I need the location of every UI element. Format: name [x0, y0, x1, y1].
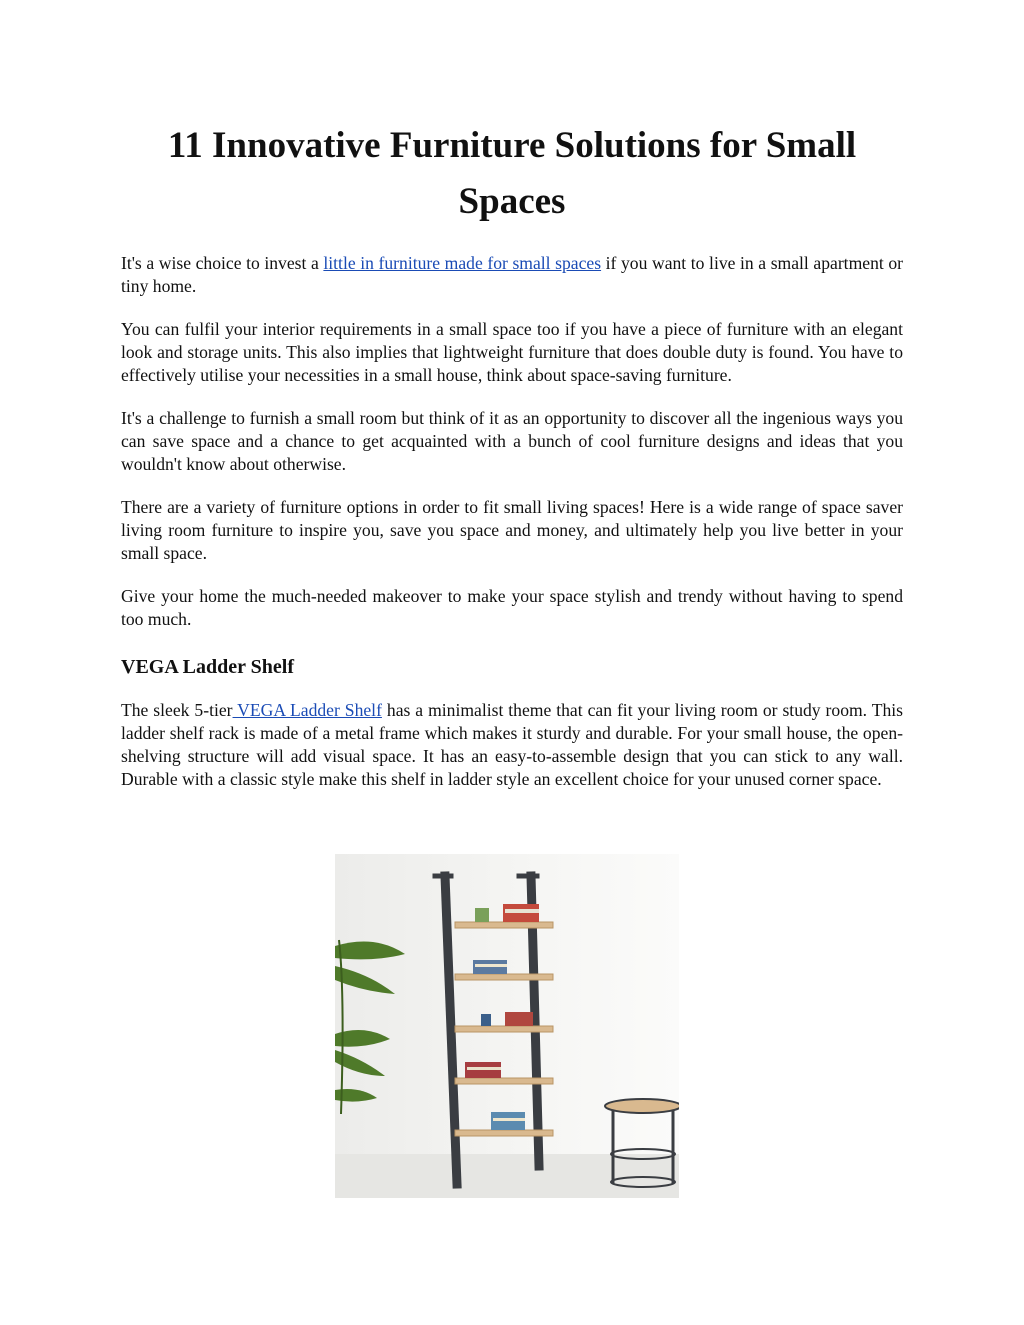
paragraph: It's a challenge to furnish a small room but think of it as an opportunity to discover all the ingenious ways you can save space and a chance to get acquainted with a bunch of cool furniture designs and ideas that you wouldn't know about otherwise. — [121, 408, 903, 474]
page-title: 11 Innovative Furniture Solutions for Small Spaces — [167, 125, 857, 222]
paragraph: Give your home the much-needed makeover to make your space stylish and trendy without having to spend too much. — [121, 586, 903, 629]
paragraph: You can fulfil your interior requirements in a small space too if you have a piece of furniture with an elegant look and storage units. This also implies that lightweight furniture that does double duty is found. You have to effectively utilise your necessities in a small house, think about space-saving furniture. — [121, 319, 903, 385]
intro-text-before: It's a wise choice to invest a — [121, 253, 324, 273]
intro-paragraph — [121, 252, 903, 298]
product-text-after: has a minimalist theme that can fit your living room or study room. This ladder shelf rack is made of a metal frame which makes it sturdy and durable. For your small house, the open-shelving structure will add visual space. It has an easy-to-assemble design that you can stick to any wall. Durable with a classic style make this shelf in ladder style an excellent choice for your unused corner space. — [121, 700, 903, 789]
product-image — [335, 854, 679, 1198]
section-heading: VEGA Ladder Shelf — [121, 656, 294, 678]
intro-text-after: if you want to live in a small apartment or tiny home. — [121, 253, 903, 296]
product-text-before: The sleek 5-tier — [121, 700, 233, 720]
ladder-shelf-photo — [335, 854, 679, 1198]
vega-ladder-shelf-link[interactable]: VEGA Ladder Shelf — [232, 700, 382, 720]
product-paragraph — [121, 699, 903, 791]
small-spaces-link[interactable]: little in furniture made for small spaces — [323, 253, 602, 273]
paragraph: There are a variety of furniture options in order to fit small living spaces! Here is a wide range of space saver living room furniture to inspire you, save you space and money, and ultimately help you live better in your small space. — [121, 497, 903, 563]
article — [121, 118, 903, 791]
